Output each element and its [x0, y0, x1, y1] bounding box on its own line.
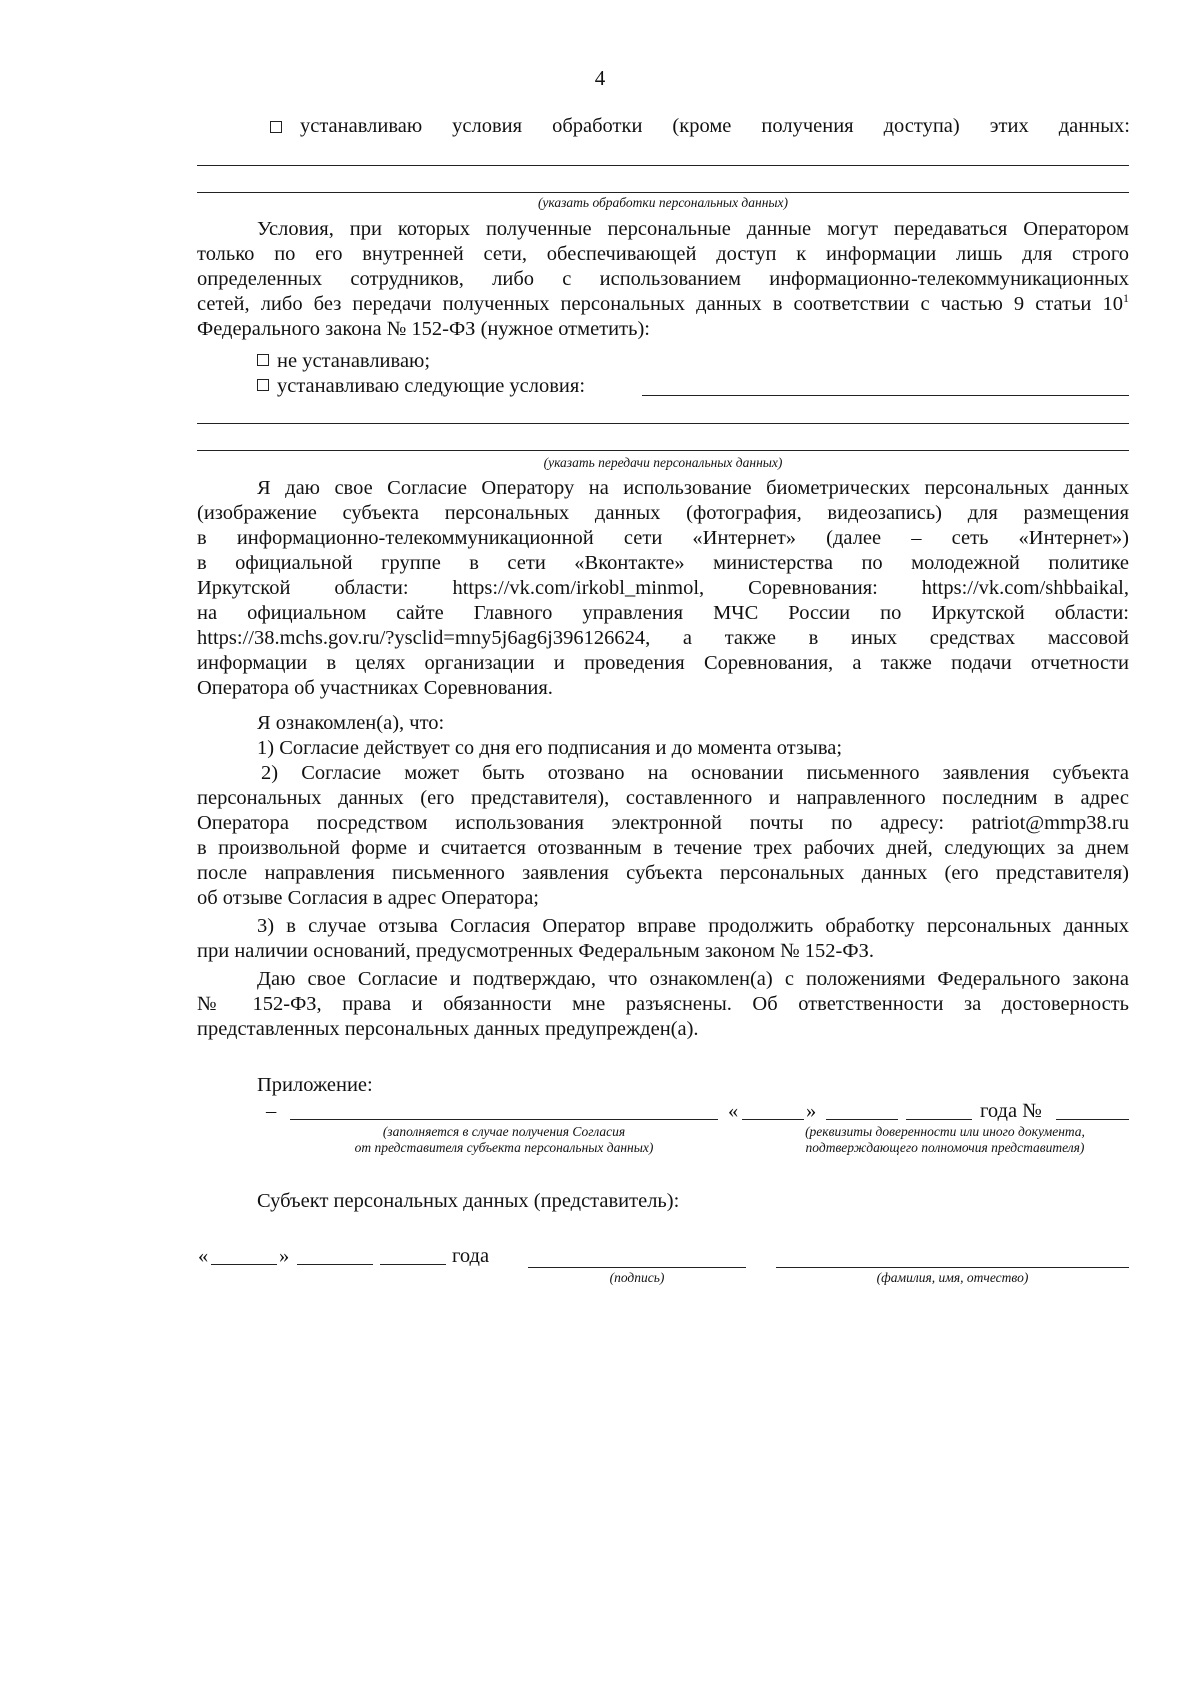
- day-field-line[interactable]: [742, 1119, 804, 1120]
- day-field-line[interactable]: [211, 1264, 277, 1265]
- subject-label: Субъект персональных данных (представитель):: [257, 1190, 680, 1212]
- text-row: Иркутской области: https://vk.com/irkobl_minmol, Соревнования: https://vk.com/shbbaikal,: [197, 577, 1129, 599]
- appendix-date-quote-close: »: [806, 1100, 817, 1122]
- text-row: Оператора об участниках Соревнования.: [197, 677, 553, 699]
- checkbox-icon[interactable]: [270, 121, 282, 133]
- text-row: только по его внутренней сети, обеспечивающей доступ к информации лишь для строго: [197, 243, 1129, 265]
- note-appendix: [290, 1124, 718, 1156]
- text-row: № 152-ФЗ, права и обязанности мне разъяснены. Об ответственности за достоверность: [197, 993, 1129, 1015]
- text-row: об отзыве Согласия в адрес Оператора;: [197, 887, 539, 909]
- processing-conditions-option: [270, 114, 1130, 139]
- option-set: [257, 374, 585, 399]
- appendix-dash: –: [266, 1100, 277, 1122]
- year-field-line[interactable]: [380, 1264, 446, 1265]
- checkbox-line-word: получения: [761, 115, 854, 137]
- underline: [197, 165, 1129, 166]
- signature-field-line[interactable]: [528, 1267, 746, 1268]
- text-row: на официальном сайте Главного управления МЧС России по Иркутской области:: [197, 602, 1129, 624]
- text-row: определенных сотрудников, либо с использованием информационно-телекоммуникационных: [197, 268, 1129, 290]
- underline: [197, 192, 1129, 193]
- processing-conditions-text: [300, 114, 1130, 139]
- underline: [642, 395, 1129, 396]
- checkbox-line-word: данных:: [1058, 115, 1130, 137]
- note-signature: (подпись): [609, 1270, 665, 1285]
- text-row: Условия, при которых полученные персональные данные могут передаваться Оператором: [257, 218, 1129, 240]
- text-row: 2) Согласие может быть отозвано на основании письменного заявления субъекта: [261, 762, 1129, 784]
- text-row: в официальной группе в сети «Вконтакте» министерства по молодежной политике: [197, 552, 1129, 574]
- text-fragment: сетей, либо без передачи полученных персональных данных в соответствии с частью 9 статьи 10: [197, 293, 1123, 315]
- text-row: https://38.mchs.gov.ru/?ysclid=mny5j6ag6j396126624, а также в иных средствах массовой: [197, 627, 1129, 649]
- text-row: при наличии оснований, предусмотренных Федеральным законом № 152-ФЗ.: [197, 940, 874, 962]
- item-1: 1) Согласие действует со дня его подписания и до момента отзыва;: [257, 737, 843, 759]
- month-field-line[interactable]: [297, 1264, 373, 1265]
- text-row: Даю свое Согласие и подтверждаю, что ознакомлен(а) с положениями Федерального закона: [257, 968, 1129, 990]
- item-3-paragraph: [197, 914, 1129, 964]
- appendix-date-quote-open: «: [728, 1100, 739, 1122]
- final-paragraph: [197, 967, 1129, 1042]
- year-label: года: [452, 1245, 490, 1267]
- text-row: Федерального закона № 152-ФЗ (нужное отметить):: [197, 318, 650, 340]
- note-fullname: (фамилия, имя, отчество): [876, 1270, 1029, 1285]
- note-transfer: (указать передачи персональных данных): [543, 455, 783, 470]
- checkbox-line-word: этих: [989, 115, 1029, 137]
- checkbox-line-word: условия: [452, 115, 523, 137]
- text-row: в произвольной форме и считается отозванным в течение трех рабочих дней, следующих за днем: [197, 837, 1129, 859]
- checkbox-line-word: (кроме: [672, 115, 732, 137]
- date-quote-open: «: [198, 1245, 209, 1267]
- text-row: представленных персональных данных предупрежден(а).: [197, 1018, 699, 1040]
- note-processing: (указать обработки персональных данных): [537, 195, 789, 210]
- appendix-label: Приложение:: [257, 1074, 373, 1096]
- text-row: (изображение субъекта персональных данных (фотография, видеозапись) для размещения: [197, 502, 1129, 524]
- text-row: после направления письменного заявления субъекта персональных данных (его представителя): [197, 862, 1129, 884]
- number-field-line[interactable]: [1056, 1119, 1129, 1120]
- biometric-paragraph: [197, 476, 1129, 701]
- text-row: 3) в случае отзыва Согласия Оператор вправе продолжить обработку персональных данных: [257, 915, 1129, 937]
- checkbox-line-word: доступа): [883, 115, 960, 137]
- date-quote-close: »: [279, 1245, 290, 1267]
- conditions-paragraph: [197, 217, 1129, 342]
- checkbox-icon[interactable]: [257, 354, 269, 366]
- underline: [197, 423, 1129, 424]
- month-field-line[interactable]: [826, 1119, 898, 1120]
- underline: [197, 450, 1129, 451]
- option-label: не устанавливаю;: [277, 350, 431, 372]
- text-row: [197, 292, 1129, 317]
- option-not-set: [257, 349, 430, 374]
- checkbox-line-word: устанавливаю: [300, 115, 423, 137]
- text-row: Оператора посредством использования электронной почты по адресу: patriot@mmp38.ru: [197, 812, 1129, 834]
- item-2-paragraph: [197, 761, 1129, 911]
- checkbox-line-word: обработки: [552, 115, 643, 137]
- option-label: устанавливаю следующие условия:: [277, 375, 586, 397]
- note-line: от представителя субъекта персональных данных): [354, 1140, 654, 1155]
- note-line: (реквизиты доверенности или иного документа,: [805, 1124, 1085, 1139]
- appendix-field-line[interactable]: [290, 1119, 718, 1120]
- note-line: подтверждающего полномочия представителя): [805, 1140, 1085, 1155]
- note-line: (заполняется в случае получения Согласия: [382, 1124, 626, 1139]
- acknowledged-heading: Я ознакомлен(а), что:: [257, 712, 445, 734]
- text-row: персональных данных (его представителя), составленного и направленного последним в адрес: [197, 787, 1129, 809]
- page-number: 4: [594, 66, 606, 90]
- text-row: Я даю свое Согласие Оператору на использование биометрических персональных данных: [257, 477, 1129, 499]
- year-field-line[interactable]: [906, 1119, 972, 1120]
- appendix-year-no: года №: [980, 1100, 1042, 1122]
- superscript: 1: [1123, 291, 1129, 306]
- text-row: в информационно-телекоммуникационной сети «Интернет» (далее – сеть «Интернет»): [197, 527, 1129, 549]
- text-row: информации в целях организации и проведения Соревнования, а также подачи отчетности: [197, 652, 1129, 674]
- fullname-field-line[interactable]: [776, 1267, 1129, 1268]
- note-document: [760, 1124, 1130, 1156]
- checkbox-icon[interactable]: [257, 379, 269, 391]
